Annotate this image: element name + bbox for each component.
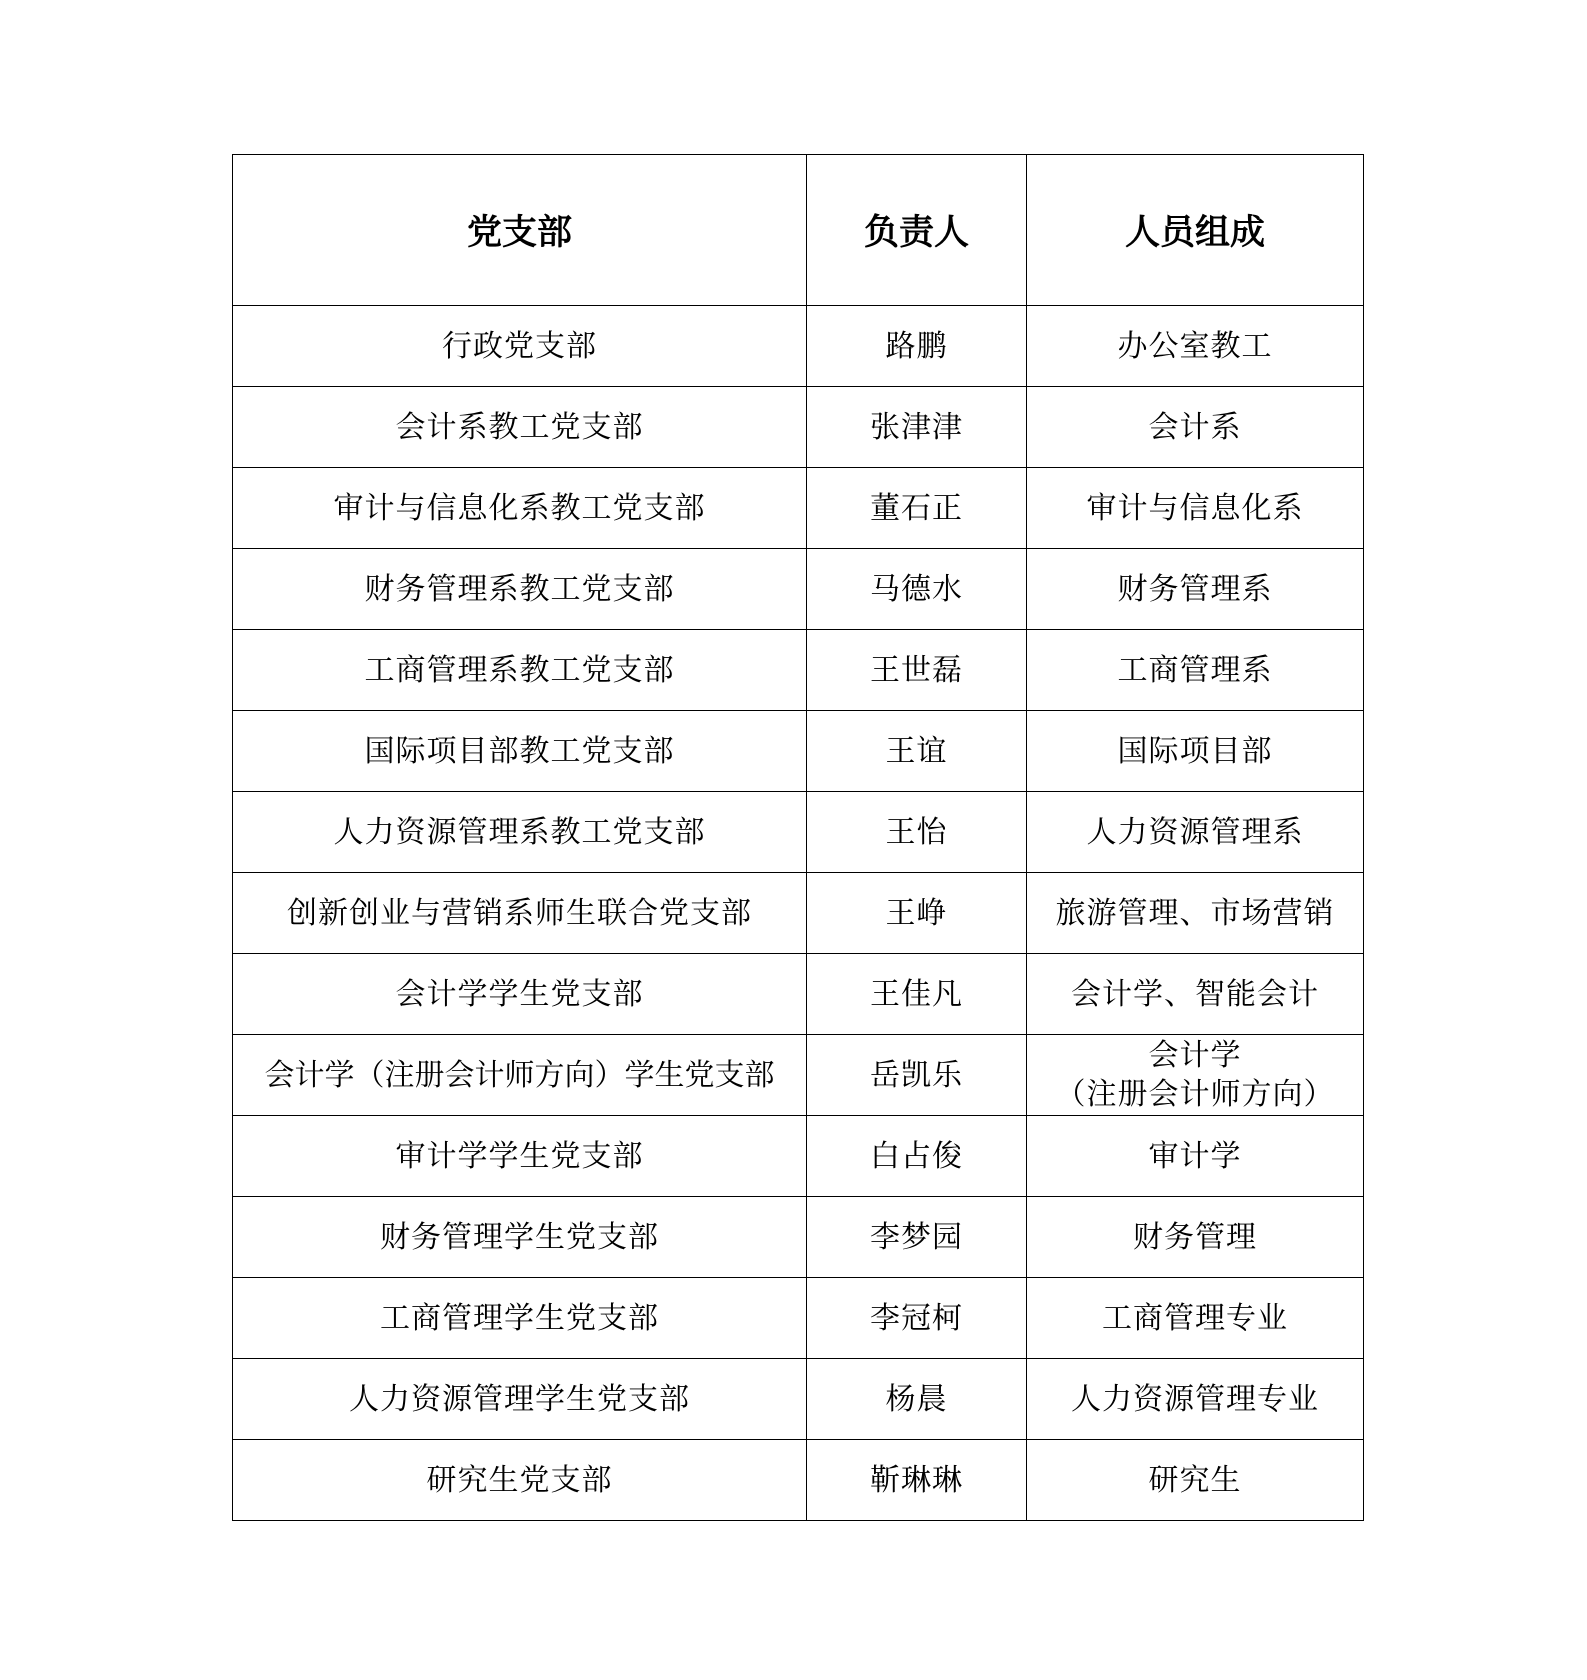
- leader-cell: 路鹏: [807, 306, 1027, 387]
- leader-cell: 岳凯乐: [807, 1035, 1027, 1116]
- table-row: [233, 954, 1364, 1035]
- branch-cell: 审计与信息化系教工党支部: [233, 468, 807, 549]
- members-line: 会计学、智能会计: [1071, 976, 1319, 1012]
- members-line: 会计系: [1148, 409, 1242, 445]
- members-line: 旅游管理、市场营销: [1055, 895, 1335, 931]
- members-cell: [1027, 306, 1364, 387]
- header-row: [233, 155, 1364, 306]
- leader-cell: 王世磊: [807, 630, 1027, 711]
- members-line: 财务管理系: [1117, 571, 1273, 607]
- table-row: [233, 873, 1364, 954]
- table-header: [233, 155, 1364, 306]
- branch-cell: 人力资源管理学生党支部: [233, 1359, 807, 1440]
- members-cell: [1027, 1278, 1364, 1359]
- members-cell: [1027, 873, 1364, 954]
- leader-cell: 杨晨: [807, 1359, 1027, 1440]
- leader-cell: 王谊: [807, 711, 1027, 792]
- members-line: 工商管理系: [1117, 652, 1273, 688]
- leader-cell: 白占俊: [807, 1116, 1027, 1197]
- members-line: 办公室教工: [1117, 328, 1273, 364]
- branch-cell: 行政党支部: [233, 306, 807, 387]
- branch-cell: 会计学学生党支部: [233, 954, 807, 1035]
- table-body: [233, 306, 1364, 1521]
- leader-cell: 马德水: [807, 549, 1027, 630]
- leader-cell: 李梦园: [807, 1197, 1027, 1278]
- members-line: 工商管理专业: [1102, 1300, 1288, 1336]
- table-row: [233, 468, 1364, 549]
- members-line: 财务管理: [1133, 1219, 1257, 1255]
- members-cell: [1027, 1035, 1364, 1116]
- members-cell: [1027, 792, 1364, 873]
- members-line: 会计学: [1148, 1038, 1242, 1073]
- header-branch: 党支部: [233, 155, 807, 306]
- leader-cell: 李冠柯: [807, 1278, 1027, 1359]
- branch-cell: 工商管理系教工党支部: [233, 630, 807, 711]
- branch-cell: 会计学（注册会计师方向）学生党支部: [233, 1035, 807, 1116]
- members-line: 审计学: [1148, 1138, 1242, 1174]
- table-row: [233, 792, 1364, 873]
- members-cell: [1027, 1359, 1364, 1440]
- table-row: [233, 549, 1364, 630]
- members-cell: [1027, 1116, 1364, 1197]
- header-leader: 负责人: [807, 155, 1027, 306]
- table-row: [233, 306, 1364, 387]
- branch-cell: 研究生党支部: [233, 1440, 807, 1521]
- members-line: 国际项目部: [1117, 733, 1273, 769]
- branch-cell: 审计学学生党支部: [233, 1116, 807, 1197]
- members-line: 审计与信息化系: [1086, 490, 1304, 526]
- leader-cell: 王佳凡: [807, 954, 1027, 1035]
- branch-cell: 工商管理学生党支部: [233, 1278, 807, 1359]
- table-row: [233, 1035, 1364, 1116]
- table-row: [233, 1278, 1364, 1359]
- branch-cell: 财务管理学生党支部: [233, 1197, 807, 1278]
- party-branch-table: [232, 154, 1364, 1521]
- leader-cell: 王峥: [807, 873, 1027, 954]
- table-row: [233, 1197, 1364, 1278]
- members-line: 人力资源管理系: [1086, 814, 1304, 850]
- leader-cell: 张津津: [807, 387, 1027, 468]
- branch-cell: 创新创业与营销系师生联合党支部: [233, 873, 807, 954]
- members-line: （注册会计师方向）: [1055, 1077, 1335, 1112]
- table-row: [233, 1359, 1364, 1440]
- members-cell: [1027, 549, 1364, 630]
- members-line: 研究生: [1148, 1462, 1242, 1498]
- members-cell: [1027, 711, 1364, 792]
- branch-cell: 财务管理系教工党支部: [233, 549, 807, 630]
- leader-cell: 董石正: [807, 468, 1027, 549]
- members-cell: [1027, 468, 1364, 549]
- table-row: [233, 1440, 1364, 1521]
- leader-cell: 王怡: [807, 792, 1027, 873]
- header-members: 人员组成: [1027, 155, 1364, 306]
- members-cell: [1027, 1440, 1364, 1521]
- members-cell: [1027, 630, 1364, 711]
- members-line: 人力资源管理专业: [1071, 1381, 1319, 1417]
- members-cell: [1027, 387, 1364, 468]
- branch-cell: 国际项目部教工党支部: [233, 711, 807, 792]
- table-row: [233, 711, 1364, 792]
- branch-cell: 会计系教工党支部: [233, 387, 807, 468]
- table-row: [233, 1116, 1364, 1197]
- table-row: [233, 630, 1364, 711]
- members-cell: [1027, 1197, 1364, 1278]
- branch-cell: 人力资源管理系教工党支部: [233, 792, 807, 873]
- members-cell: [1027, 954, 1364, 1035]
- leader-cell: 靳琳琳: [807, 1440, 1027, 1521]
- table-row: [233, 387, 1364, 468]
